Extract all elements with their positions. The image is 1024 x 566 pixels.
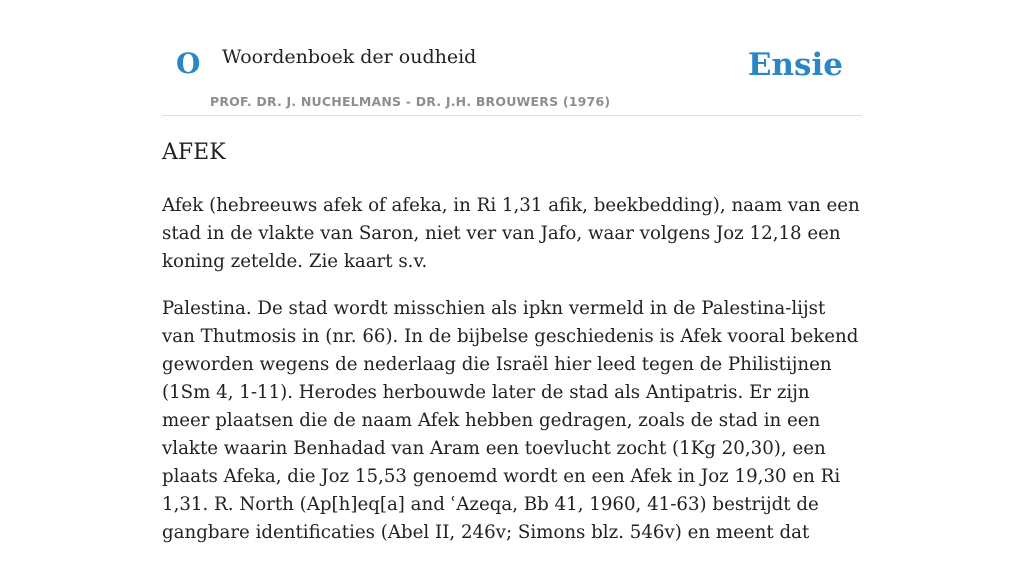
entry-paragraph: Afek (hebreeuws afek of afeka, in Ri 1,31 afik, beekbedding), naam van een stad in de vlakte van Saron, niet ver van Jafo, waar volgens Joz 12,18 een koning zetelde. Zie kaart s.v. [162,195,860,272]
book-title[interactable]: Woordenboek der oudheid [222,46,477,68]
entry-title: AFEK [162,140,226,165]
ensie-logo-link[interactable]: Ensie [747,47,843,83]
page [162,0,862,543]
section-letter[interactable]: O [176,47,201,80]
book-authors: PROF. DR. J. NUCHELMANS - DR. J.H. BROUWERS (1976) [210,94,611,109]
entry-body [162,192,862,566]
book-header [162,0,862,116]
entry-paragraph: Palestina. De stad wordt misschien als ipkn vermeld in de Palestina-lijst van Thutmosis in (nr. 66). In de bijbelse geschiedenis is Afek vooral bekend geworden wegens de nederlaag die Israël hier leed tegen de Philistijnen (1Sm 4, 1-11). Herodes herbouwde later de stad als Antipatris. Er zijn meer plaatsen die de naam Afek hebben gedragen, zoals de stad in een vlakte waarin Benhadad van Aram een toevlucht zocht (1Kg 20,30), een plaats Afeka, die Joz 15,53 genoemd wordt en een Afek in Joz 19,30 en Ri 1,31. R. North (Ap[h]eq[a] and ʿAzeqa, Bb 41, 1960, 41-63) bestrijdt de gangbare identificaties (Abel II, 246v; Simons blz. 546v) en meent dat [162,298,859,543]
